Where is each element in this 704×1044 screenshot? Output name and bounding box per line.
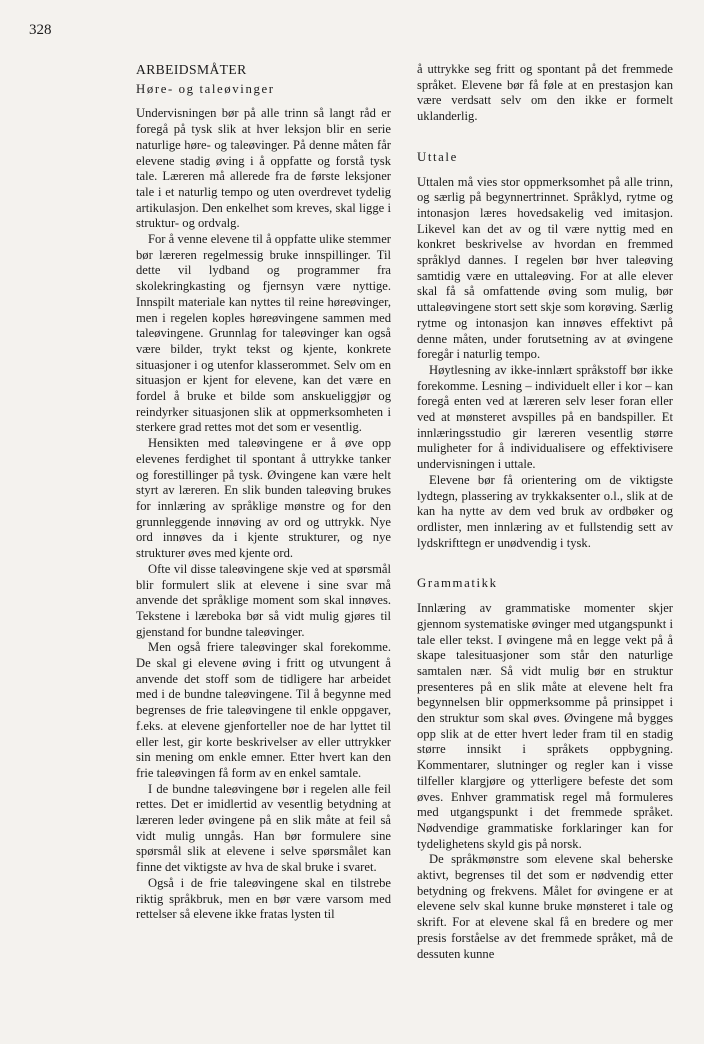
page-number: 328 bbox=[29, 22, 52, 38]
paragraph: Undervisningen bør på alle trinn så langt råd er foregå på tysk slik at hver leksjon blir en serie naturlige høre- og taleøvinger. På denne måten får elevene stadig øving i å oppfatte og forstå tysk tale. Læreren må allerede fra de første leksjoner tale i et naturlig tempo og uten overdrevet tydelig artikulasjon. Den enkelhet som kreves, skal ligge i struktur- og ordvalg. bbox=[136, 106, 391, 231]
section-spacer bbox=[417, 125, 673, 150]
subsection-heading-hore-og-taleovinger: Høre- og taleøvinger bbox=[136, 81, 275, 96]
paragraph: Uttalen må vies stor oppmerksomhet på alle trinn, og særlig på begynnertrinnet. Språklyd, rytme og intonasjon læres hovedsakelig ved imitasjon. Likevel kan det av og til være nyttig med en konkret beskrivelse av hvordan en fremmed språklyd dannes. I regelen bør hver taleøving samtidig være en uttaleøving. For at alle elever skal få så omfattende øving som mulig, bør uttaleøvingene stort sett skje som korøving. Særlig rytme og intonasjon kan innøves effektivt på denne måten, under forutsetning av at øvingene foregår i naturlig tempo. bbox=[417, 174, 673, 362]
paragraph: Elevene bør få orientering om de viktigste lydtegn, plassering av trykkaksenter o.l., slik at de kan ha nytte av dem ved bruk av ordbøker og ordlister, men innlæring av et fullstendig sett av lydskrifttegn er unødvendig i tysk. bbox=[417, 472, 673, 550]
left-column bbox=[136, 62, 391, 923]
paragraph: Ofte vil disse taleøvingene skje ved at spørsmål blir formulert slik at elevene i sine svar må anvende det språklige moment som skal innøves. Tekstene i læreboka bør så vidt mulig gjøres til gjenstand for bundne taleøvinger. bbox=[136, 561, 391, 639]
paragraph: Også i de frie taleøvingene skal en tilstrebe riktig språkbruk, men en bør være varsom med rettelser så elevene ikke fratas lysten til bbox=[136, 875, 391, 922]
right-column bbox=[417, 62, 673, 962]
subsection-heading-uttale: Uttale bbox=[417, 149, 458, 164]
paragraph: For å venne elevene til å oppfatte ulike stemmer bør læreren regelmessig bruke innspillinger. Til dette vil lydband og programmer fra skolekringkasting og fjernsyn være nyttige. Innspilt materiale kan nyttes til reine høreøvinger, men i regelen koples høreøvingene sammen med taleøvingene. Grunnlag for taleøvinger kan også være bilder, trykt tekst og kjente, konkrete situasjoner i og utenfor klasserommet. Selv om en situasjon er kjent for elevene, kan det være en fordel å bruke et bilde som anskueliggjør og reindyrker situasjonen slik at oppmerksomheten i sterkere grad rettes mot det som er vesentlig. bbox=[136, 232, 391, 435]
paragraph: Innlæring av grammatiske momenter skjer gjennom systematiske øvinger med utgangspunkt i tale eller tekst. I øvingene må en legge vekt på å skape talesituasjoner som står den naturlige samtalen nær. Så vidt mulig bør en struktur presenteres på en slik måte at elevene helt fra begynnelsen blir oppmerksomme på prinsippet i den struktur som skal øves. Øvingene må bygges opp slik at de etter hvert leder fram til en stadig større innsikt i språkets oppbygning. Kommentarer, slutninger og regler kan i visse tilfeller klargjøre og ytterligere befeste det som øves. Enhver grammatisk regel må formuleres med utgangspunkt i det fremmede språket. Nødvendige grammatiske forklaringer kan for tydelighetens skyld gis på norsk. bbox=[417, 601, 673, 851]
subsection-heading-grammatikk: Grammatikk bbox=[417, 576, 498, 591]
paragraph: De språkmønstre som elevene skal beherske aktivt, begrenses til det som er nødvendig etter betydning og frekvens. Målet for øvingene er at elevene selv skal kunne bruke mønsteret i tale og skrift. For at elevene skal få en bredere og mer presis forståelse av det fremmede språket, må de dessuten kunne bbox=[417, 852, 673, 961]
paragraph: I de bundne taleøvingene bør i regelen alle feil rettes. Det er imidlertid av vesentlig betydning at læreren leder øvingene på en slik måte at feil så vidt mulig unngås. Han bør formulere sine spørsmål slik at elevene i selve spørsmålet kan finne det viktigste av hva de skal bruke i svaret. bbox=[136, 781, 391, 875]
paragraph: Men også friere taleøvinger skal forekomme. De skal gi elevene øving i fritt og utvungent å anvende det stoff som de tidligere har arbeidet med i de bundne taleøvingene. Til å begynne med begrenses de frie taleøvingene til enkle oppgaver, f.eks. at elevene gjenforteller noe de har lyttet til eller lest, gir korte beskrivelser av eller uttrykker sin mening om enkle emner. Etter hvert kan den frie taleøvingen få form av en enkel samtale. bbox=[136, 640, 391, 780]
paragraph-continuation: å uttrykke seg fritt og spontant på det fremmede språket. Elevene bør få føle at en prestasjon kan være verdsatt selv om den ikke er formelt uklanderlig. bbox=[417, 62, 673, 124]
section-spacer bbox=[417, 551, 673, 576]
section-heading: ARBEIDSMÅTER bbox=[136, 62, 247, 77]
paragraph: Høytlesning av ikke-innlært språkstoff bør ikke forekomme. Lesning – individuelt eller i kor – kan foregå enten ved at læreren selv leser foran eller ved at mønsteret avspilles på en bandspiller. Et innlæringsstudio gir læreren vesentlig større muligheter for å individualisere og effektivisere undervisningen i uttale. bbox=[417, 362, 673, 472]
paragraph: Hensikten med taleøvingene er å øve opp elevenes ferdighet til spontant å uttrykke tanker og forestillinger på tysk. Øvingene kan være helt styrt av læreren. En slik bunden taleøving brukes for innlæring av språklige mønstre og for den grunnleggende innøving av ord og uttrykk. Nye ord innøves da i kjente strukturer, og nye strukturer øves med kjente ord. bbox=[136, 436, 391, 561]
